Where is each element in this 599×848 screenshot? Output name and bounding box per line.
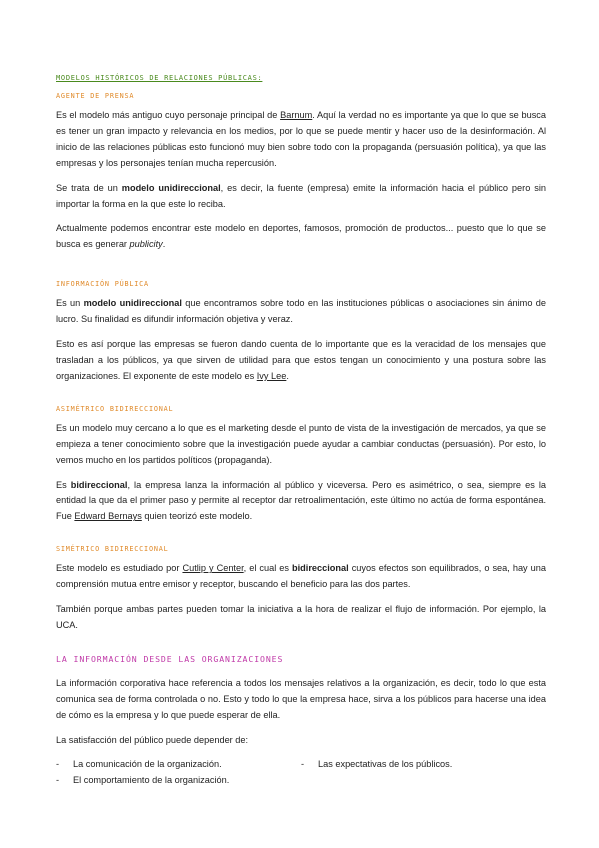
paragraph: La información corporativa hace referencia a todos los mensajes relativos a la organización, es decir, todo lo que esta comunica sea de forma controlada o no. Esto y todo lo que la empresa hace, sirva a los públicos para hacerse una idea de cómo es la empresa y lo que puede esperar de ella. [56, 677, 546, 720]
heading-asimetrico-bidireccional: ASIMÉTRICO BIDIRECCIONAL [56, 404, 174, 413]
dash-bullet: - [56, 759, 60, 770]
list-item-text: El comportamiento de la organización. [73, 775, 230, 786]
paragraph [56, 181, 546, 213]
list-item-text: La comunicación de la organización. [73, 759, 222, 770]
paragraph [56, 337, 546, 385]
text: . [286, 370, 289, 381]
text: , el cual es [243, 563, 292, 574]
bullet-list [56, 757, 546, 789]
paragraph: También porque ambas partes pueden tomar la iniciativa a la hora de realizar el flujo de información. Por ejemplo, la UCA. [56, 604, 546, 630]
paragraph [56, 478, 546, 526]
bold-text: modelo unidireccional [83, 298, 182, 309]
text: . Aquí la verdad no es importante ya que lo que se busca es tener un gran impacto y relevancia en los medios, por lo que se puede mentir y hacer uso de la desinformación. Al inicio de las relaciones públicas esto funcionó muy bien sobre todo con la propaganda (persuasión política), ya que las empresas y los personajes tenían mucha repercusión. [56, 110, 546, 168]
heading-informacion-organizaciones: LA INFORMACIÓN DESDE LAS ORGANIZACIONES [56, 653, 284, 664]
text: quien teorizó este modelo. [141, 511, 253, 522]
document-page [56, 72, 546, 789]
heading-agente-de-prensa: AGENTE DE PRENSA [56, 92, 135, 100]
dash-bullet: - [301, 759, 305, 770]
name-link-ivy-lee: Ivy Lee [256, 370, 287, 381]
text: Es un [56, 298, 84, 309]
text: que encontramos sobre todo en las instituciones públicas o asociaciones sin ánimo de lucro. Su finalidad es difundir información objetiva y veraz. [56, 298, 546, 325]
list-column-left [56, 757, 301, 789]
bold-text: bidireccional [292, 563, 349, 574]
list-item-text: Las expectativas de los públicos. [318, 759, 453, 770]
text: Actualmente podemos encontrar este modelo en deportes, famosos, promoción de productos... puesto que lo que se busca es generar [56, 223, 546, 250]
text: , la empresa lanza la información al público y viceversa. Pero es asimétrico, o sea, siempre es la entidad la que da el primer paso y permite al receptor dar retroalimentación, este último no actúa de forma espontánea. Fue [56, 479, 546, 522]
name-link-edward-bernays: Edward Bernays [74, 511, 142, 522]
paragraph [56, 108, 546, 172]
text: Es el modelo más antiguo cuyo personaje principal de [56, 110, 281, 120]
text: Se trata de un [56, 182, 122, 193]
list-item [56, 757, 301, 773]
heading-informacion-publica: INFORMACIÓN PÚBLICA [56, 280, 149, 289]
bold-text: bidireccional [70, 479, 128, 490]
list-column-right [301, 757, 546, 789]
paragraph [56, 296, 546, 328]
paragraph [56, 221, 546, 253]
bold-text: modelo unidireccional [121, 182, 221, 193]
name-link-barnum: Barnum [280, 110, 313, 120]
main-title: MODELOS HISTÓRICOS DE RELACIONES PÚBLICAS: [56, 74, 263, 82]
paragraph: La satisfacción del público puede depender de: [56, 734, 249, 745]
text: Este modelo es estudiado por [56, 563, 183, 574]
paragraph [56, 561, 546, 593]
text: cuyos efectos son equilibrados, o sea, hay una comprensión mutua entre emisor y receptor, buscando el beneficio para las dos partes. [56, 563, 546, 590]
text: Esto es así porque las empresas se fueron dando cuenta de lo importante que es la veracidad de los mensajes que trasladan a los públicos, ya que sirven de utilidad para que estos tengan un conocimiento y una postura sobre las organizaciones. El exponente de este modelo es [56, 339, 546, 381]
dash-bullet: - [56, 775, 60, 786]
list-item [56, 773, 301, 789]
text: , es decir, la fuente (empresa) emite la información hacia el público pero sin importar la forma en la que este lo reciba. [56, 182, 546, 209]
italic-text: publicity [129, 239, 163, 250]
list-item [301, 757, 546, 773]
text: . [162, 239, 166, 250]
text: Es [56, 479, 71, 490]
name-link-cutlip-y-center: Cutlip y Center [182, 563, 244, 574]
paragraph: Es un modelo muy cercano a lo que es el marketing desde el punto de vista de la investigación de mercados, ya que se empieza a tener conocimiento sobre que la investigación puede ayudar a cambiar conductas (persuasión). Por esto, lo vemos mucho en los partidos políticos (propaganda). [56, 422, 546, 465]
heading-simetrico-bidireccional: SIMÉTRICO BIDIRECCIONAL [56, 545, 169, 554]
